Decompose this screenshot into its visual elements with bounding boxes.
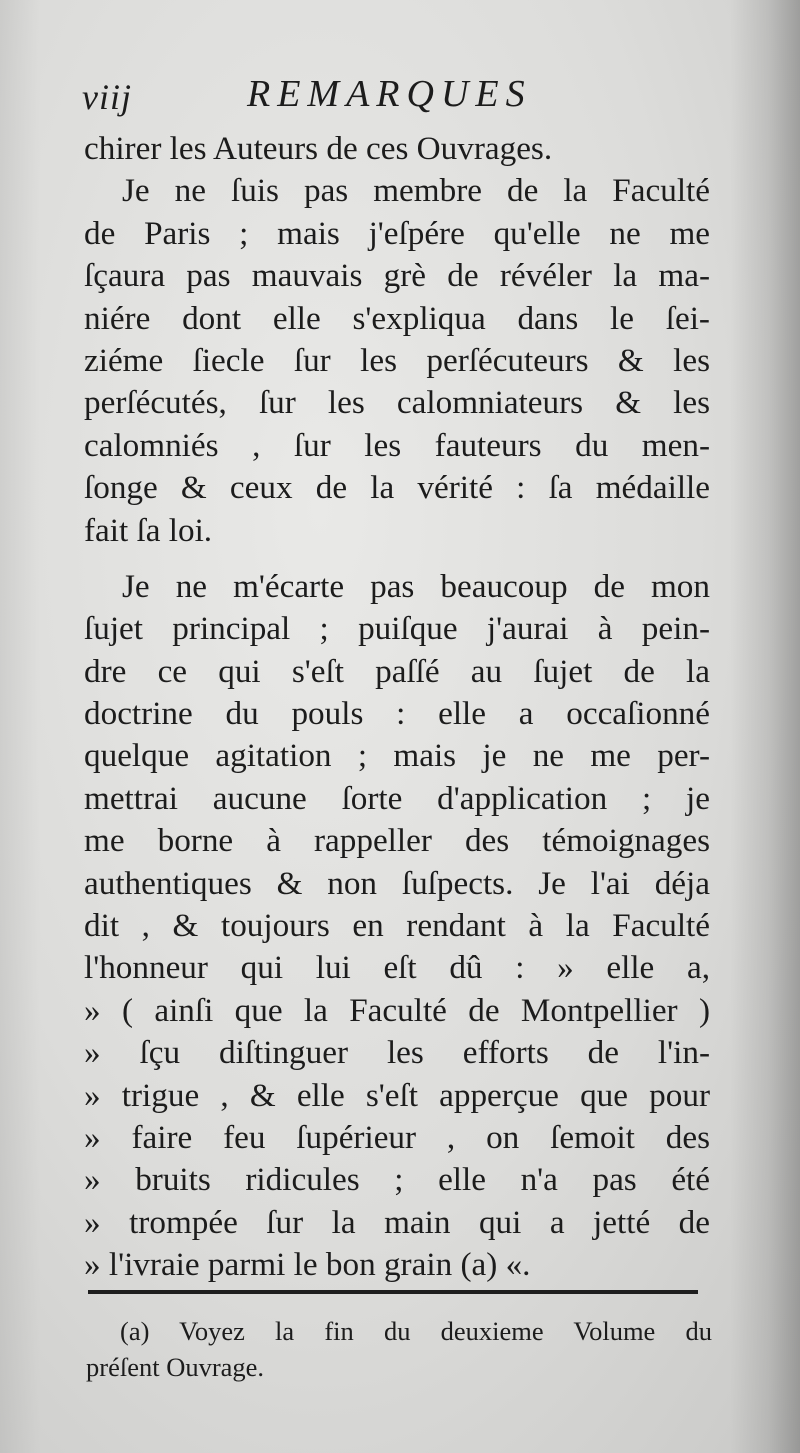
text-line: » ( ainſi que la Faculté de Montpellier ) <box>84 991 710 1029</box>
text-line: ſujet principal ; puiſque j'aurai à pein- <box>84 610 710 648</box>
text-line: chirer les Auteurs de ces Ouvrages. <box>84 130 553 167</box>
footnote-rule <box>88 1290 698 1294</box>
page-number: viij <box>82 77 132 117</box>
text-line: » faire feu ſupérieur , on ſemoit des <box>84 1118 710 1156</box>
text-line: mettrai aucune ſorte d'application ; je <box>84 779 710 817</box>
text-line: » trompée ſur la main qui a jetté de <box>84 1203 710 1241</box>
text-line: dit , & toujours en rendant à la Faculté <box>84 907 710 945</box>
paragraph-gap <box>84 552 710 566</box>
footnote-line: préſent Ouvrage. <box>86 1352 265 1382</box>
text-line: niére dont elle s'expliqua dans le ſei- <box>84 299 710 337</box>
footnote <box>86 1313 712 1385</box>
running-title: REMARQUES <box>247 73 532 115</box>
text-line: » l'ivraie parmi le bon grain (a) «. <box>84 1246 531 1284</box>
text-line: de Paris ; mais j'eſpére qu'elle ne me <box>84 214 710 252</box>
text-line: dre ce qui s'eſt paſſé au ſujet de la <box>84 652 710 690</box>
body-text <box>84 128 710 1287</box>
text-line: quelque agitation ; mais je ne me per- <box>84 737 710 775</box>
text-line: calomniés , ſur les fauteurs du men- <box>84 426 710 464</box>
page-edge-shadow <box>730 0 800 1453</box>
gutter-shadow <box>0 0 40 1453</box>
text-line: doctrine du pouls : elle a occaſionné <box>84 695 710 733</box>
text-line: fait ſa loi. <box>84 511 213 549</box>
page-header <box>82 72 712 122</box>
text-line: l'honneur qui lui eſt dû : » elle a, <box>84 949 710 987</box>
text-line: Je ne ſuis pas membre de la Faculté <box>122 172 710 210</box>
text-line: ſçaura pas mauvais grè de révéler la ma- <box>84 257 710 295</box>
text-line: » bruits ridicules ; elle n'a pas été <box>84 1161 710 1199</box>
footnote-line: (a) Voyez la fin du deuxieme Volume du <box>120 1316 712 1346</box>
text-line: perſécutés, ſur les calomniateurs & les <box>84 384 710 422</box>
text-line: ſonge & ceux de la vérité : ſa médaille <box>84 469 710 507</box>
text-line: me borne à rappeller des témoignages <box>84 822 710 860</box>
text-line: Je ne m'écarte pas beaucoup de mon <box>122 567 710 605</box>
text-line: ziéme ſiecle ſur les perſécuteurs & les <box>84 341 710 379</box>
text-line: » trigue , & elle s'eſt apperçue que pour <box>84 1076 710 1114</box>
text-line: authentiques & non ſuſpects. Je l'ai déja <box>84 864 710 902</box>
text-line: » ſçu diſtinguer les efforts de l'in- <box>84 1034 710 1072</box>
